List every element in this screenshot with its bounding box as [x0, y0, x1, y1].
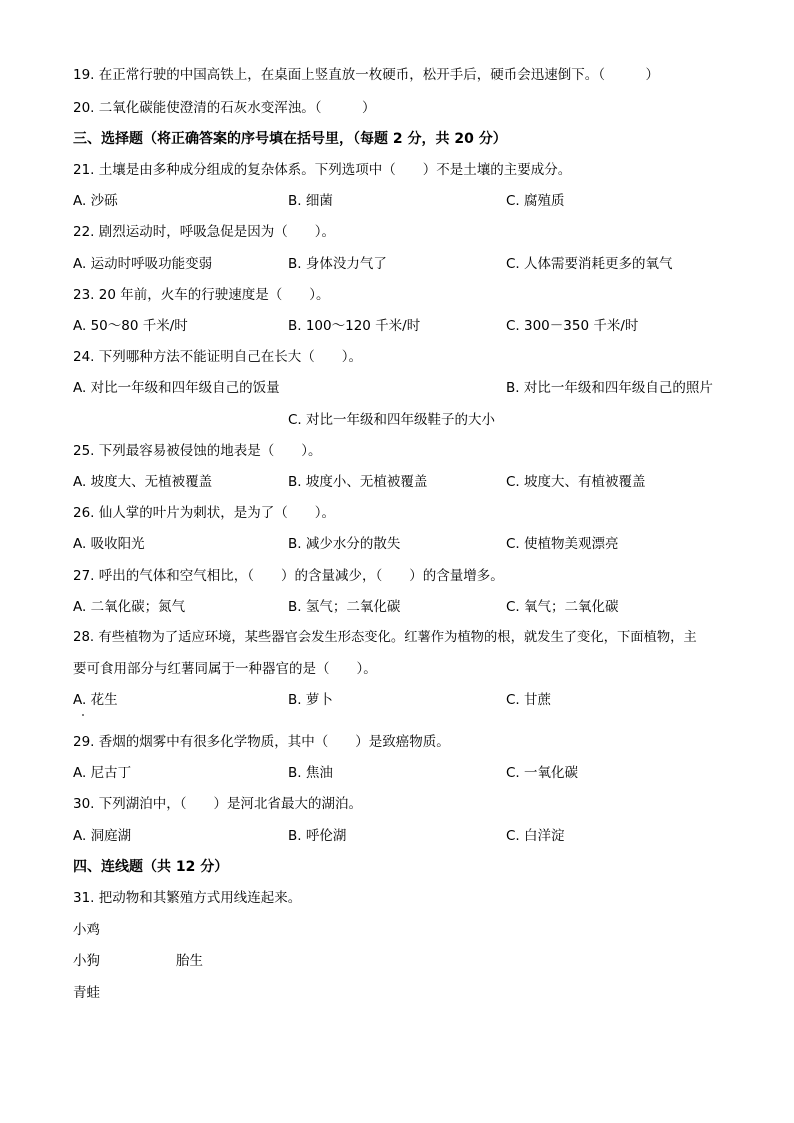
- question-28-option-a: A. 花生: [73, 692, 118, 708]
- section-heading-matching: 四、连线题（共 12 分）: [73, 859, 229, 875]
- question-26-option-c: C. 使植物美观漂亮: [506, 536, 619, 552]
- question-28-stem-line1: 28. 有些植物为了适应环境，某些器官会发生形态变化。红薯作为植物的根，就发生了变化，下面植物，主: [73, 630, 697, 645]
- section-heading-choice: 三、选择题（将正确答案的序号填在括号里，（每题 2 分，共 20 分）: [73, 131, 507, 147]
- question-27-option-a: A. 二氧化碳；氮气: [73, 599, 186, 615]
- question-30-stem: 30. 下列湖泊中，（ ）是河北省最大的湖泊。: [73, 796, 363, 812]
- question-24-option-b: B. 对比一年级和四年级自己的照片: [506, 380, 713, 396]
- question-20: 20. 二氧化碳能使澄清的石灰水变浑浊。（ ）: [73, 100, 376, 116]
- question-22-option-c: C. 人体需要消耗更多的氧气: [506, 256, 673, 272]
- question-23-option-b: B. 100～120 千米/时: [288, 318, 421, 334]
- question-28-option-b: B. 萝卜: [288, 692, 333, 708]
- question-29-option-b: B. 焦油: [288, 765, 333, 781]
- animal-puppy: 小狗: [73, 953, 100, 969]
- question-23-stem: 23. 20 年前，火车的行驶速度是（ ）。: [73, 287, 330, 303]
- question-21-option-c: C. 腐殖质: [506, 193, 565, 209]
- question-22-option-b: B. 身体没力气了: [288, 256, 387, 272]
- animal-chick: 小鸡: [73, 922, 100, 938]
- question-19: 19. 在正常行驶的中国高铁上，在桌面上竖直放一枚硬币，松开手后，硬币会迅速倒下。（ ）: [73, 67, 660, 83]
- question-21-stem: 21. 土壤是由多种成分组成的复杂体系。下列选项中（ ）不是土壤的主要成分。: [73, 162, 572, 178]
- animal-frog: 青蛙: [73, 985, 100, 1001]
- question-21-option-a: A. 沙砾: [73, 193, 118, 209]
- question-24-stem: 24. 下列哪种方法不能证明自己在长大（ ）。: [73, 349, 363, 365]
- question-26-option-b: B. 减少水分的散失: [288, 536, 401, 552]
- question-27-option-c: C. 氧气；二氧化碳: [506, 599, 619, 615]
- question-25-option-c: C. 坡度大、有植被覆盖: [506, 474, 646, 490]
- question-24-option-a: A. 对比一年级和四年级自己的饭量: [73, 380, 280, 396]
- question-28-option-c: C. 甘蔗: [506, 692, 552, 708]
- question-27-stem: 27. 呼出的气体和空气相比，（ ）的含量减少，（ ）的含量增多。: [73, 568, 504, 584]
- question-21-option-b: B. 细菌: [288, 193, 333, 209]
- question-30-option-a: A. 洞庭湖: [73, 828, 132, 844]
- question-22-stem: 22. 剧烈运动时，呼吸急促是因为（ ）。: [73, 224, 336, 240]
- question-30-option-c: C. 白洋淀: [506, 828, 565, 844]
- reproduction-viviparous: 胎生: [176, 953, 203, 969]
- question-25-option-b: B. 坡度小、无植被覆盖: [288, 474, 428, 490]
- question-22-option-a: A. 运动时呼吸功能变弱: [73, 256, 213, 272]
- question-25-option-a: A. 坡度大、无植被覆盖: [73, 474, 213, 490]
- question-27-option-b: B. 氢气；二氧化碳: [288, 599, 401, 615]
- question-23-option-c: C. 300－350 千米/时: [506, 318, 639, 334]
- question-29-stem: 29. 香烟的烟雾中有很多化学物质，其中（ ）是致癌物质。: [73, 734, 450, 750]
- question-26-stem: 26. 仙人掌的叶片为刺状，是为了（ ）。: [73, 505, 336, 521]
- question-23-option-a: A. 50～80 千米/时: [73, 318, 188, 334]
- question-28-stem-line2: 要可食用部分与红薯同属于一种器官的是（ ）。: [73, 661, 377, 677]
- stray-mark: [82, 714, 84, 716]
- question-31-stem: 31. 把动物和其繁殖方式用线连起来。: [73, 890, 302, 906]
- question-24-option-c: C. 对比一年级和四年级鞋子的大小: [288, 412, 496, 428]
- question-29-option-c: C. 一氧化碳: [506, 765, 579, 781]
- question-25-stem: 25. 下列最容易被侵蚀的地表是（ ）。: [73, 443, 322, 459]
- question-29-option-a: A. 尼古丁: [73, 765, 132, 781]
- question-26-option-a: A. 吸收阳光: [73, 536, 145, 552]
- question-30-option-b: B. 呼伦湖: [288, 828, 347, 844]
